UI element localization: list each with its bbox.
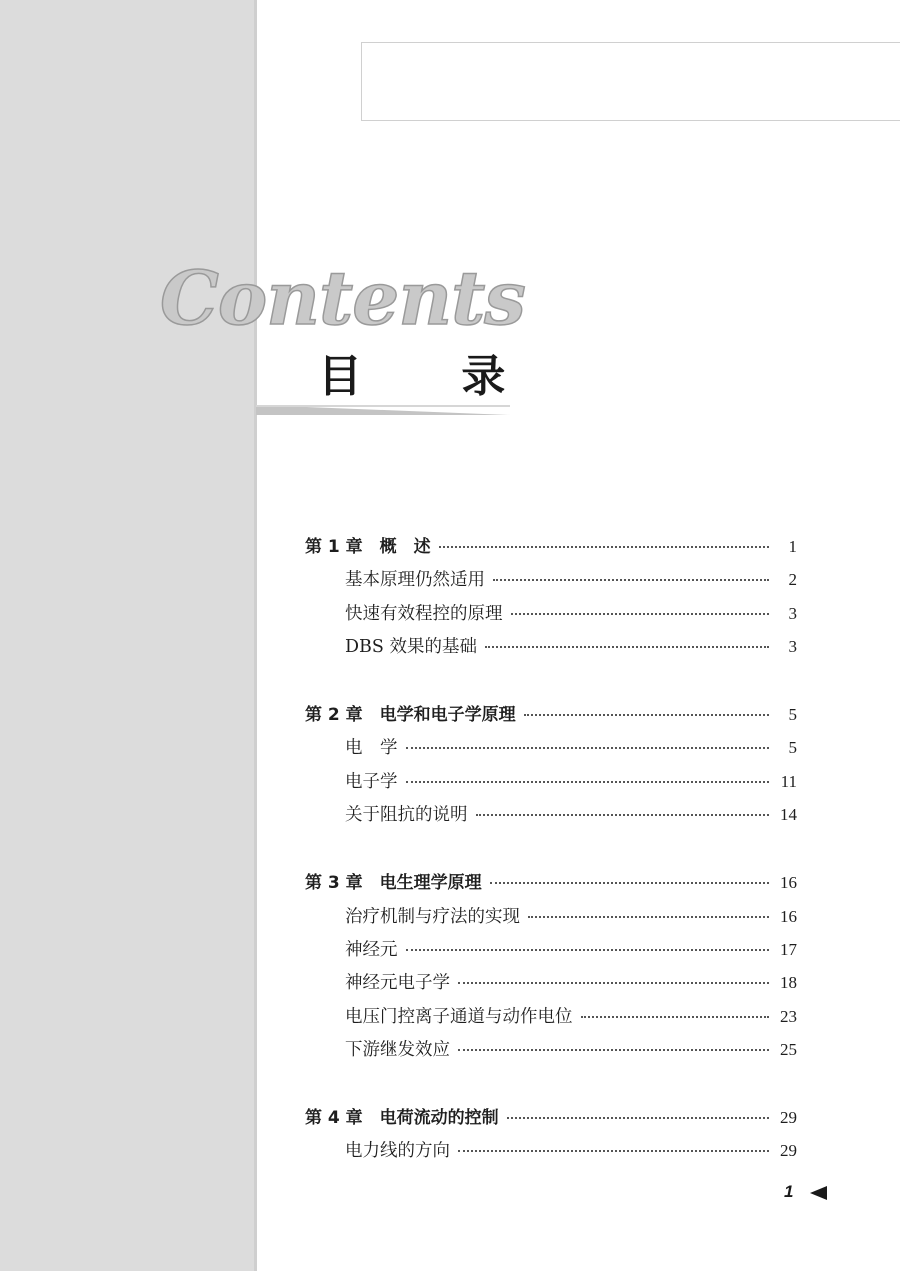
chapter-page: 16 [780, 873, 797, 893]
entry-title: 基本原理仍然适用 [345, 570, 485, 591]
dot-leader [406, 746, 770, 749]
entry-title: 神经元 [345, 939, 398, 960]
toc-entry[interactable] [305, 1000, 797, 1033]
entry-title: 电压门控离子通道与动作电位 [345, 1006, 573, 1027]
entry-title: 关于阻抗的说明 [345, 805, 468, 826]
toc-chapter-3[interactable] [305, 866, 797, 899]
dot-leader [524, 713, 769, 716]
entry-page: 11 [780, 771, 797, 791]
entry-page: 18 [780, 973, 797, 993]
dot-leader [507, 1116, 769, 1119]
dot-leader [458, 1149, 769, 1152]
toc-entry[interactable] [305, 900, 797, 933]
toc-entry[interactable] [305, 1134, 797, 1167]
page-title: 目 录 [318, 351, 548, 402]
dot-leader [485, 645, 769, 648]
entry-page: 16 [780, 906, 797, 926]
table-of-contents [305, 530, 797, 1168]
chapter-page: 1 [788, 537, 797, 556]
dot-leader [493, 578, 769, 581]
toc-entry[interactable] [305, 731, 797, 764]
entry-title: 电子学 [345, 771, 398, 792]
entry-title: 电力线的方向 [345, 1141, 450, 1162]
chapter-title: 第 4 章 电荷流动的控制 [305, 1107, 499, 1128]
entry-title: 电 学 [345, 738, 398, 759]
dot-leader [511, 612, 770, 615]
entry-title: DBS 效果的基础 [345, 637, 477, 658]
chapter-page: 29 [780, 1107, 797, 1127]
entry-title: 快速有效程控的原理 [345, 603, 503, 624]
toc-entry[interactable] [305, 798, 797, 831]
side-band-edge [254, 0, 257, 1271]
chapter-title: 第 1 章 概 述 [305, 537, 431, 557]
toc-entry[interactable] [305, 630, 797, 663]
entry-title: 治疗机制与疗法的实现 [345, 906, 520, 927]
chapter-spacer [305, 664, 797, 699]
chapter-title: 第 3 章 电生理学原理 [305, 873, 482, 894]
toc-entry[interactable] [305, 933, 797, 966]
toc-entry[interactable] [305, 966, 797, 999]
contents-word: Contents [160, 256, 525, 342]
dot-leader [490, 881, 769, 884]
dot-leader [476, 813, 770, 816]
dot-leader [528, 915, 769, 918]
side-band [0, 0, 256, 1271]
toc-entry[interactable] [305, 563, 797, 596]
dot-leader [406, 948, 770, 951]
dot-leader [439, 545, 769, 548]
entry-page: 3 [788, 637, 797, 657]
dot-leader [458, 1048, 769, 1051]
entry-page: 5 [788, 738, 797, 758]
toc-chapter-1[interactable] [305, 530, 797, 563]
entry-page: 23 [780, 1006, 797, 1026]
toc-chapter-2[interactable] [305, 698, 797, 731]
left-triangle-icon [810, 1186, 827, 1200]
entry-page: 25 [780, 1040, 797, 1060]
entry-page: 17 [780, 939, 797, 959]
title-underline-highlight [256, 405, 510, 407]
entry-page: 14 [780, 805, 797, 825]
entry-title: 神经元电子学 [345, 973, 450, 994]
header-box [361, 42, 900, 121]
page-number: 1 [784, 1182, 794, 1201]
toc-entry[interactable] [305, 765, 797, 798]
dot-leader [458, 981, 769, 984]
dot-leader [406, 780, 770, 783]
toc-entry[interactable] [305, 1033, 797, 1066]
entry-title: 下游继发效应 [345, 1040, 450, 1061]
toc-entry[interactable] [305, 597, 797, 630]
chapter-spacer [305, 832, 797, 867]
entry-page: 3 [788, 603, 797, 623]
dot-leader [581, 1015, 770, 1018]
entry-page: 2 [788, 570, 797, 590]
toc-chapter-4[interactable] [305, 1101, 797, 1134]
entry-page: 29 [780, 1141, 797, 1161]
chapter-title: 第 2 章 电学和电子学原理 [305, 705, 516, 726]
chapter-page: 5 [788, 705, 797, 725]
chapter-spacer [305, 1066, 797, 1101]
